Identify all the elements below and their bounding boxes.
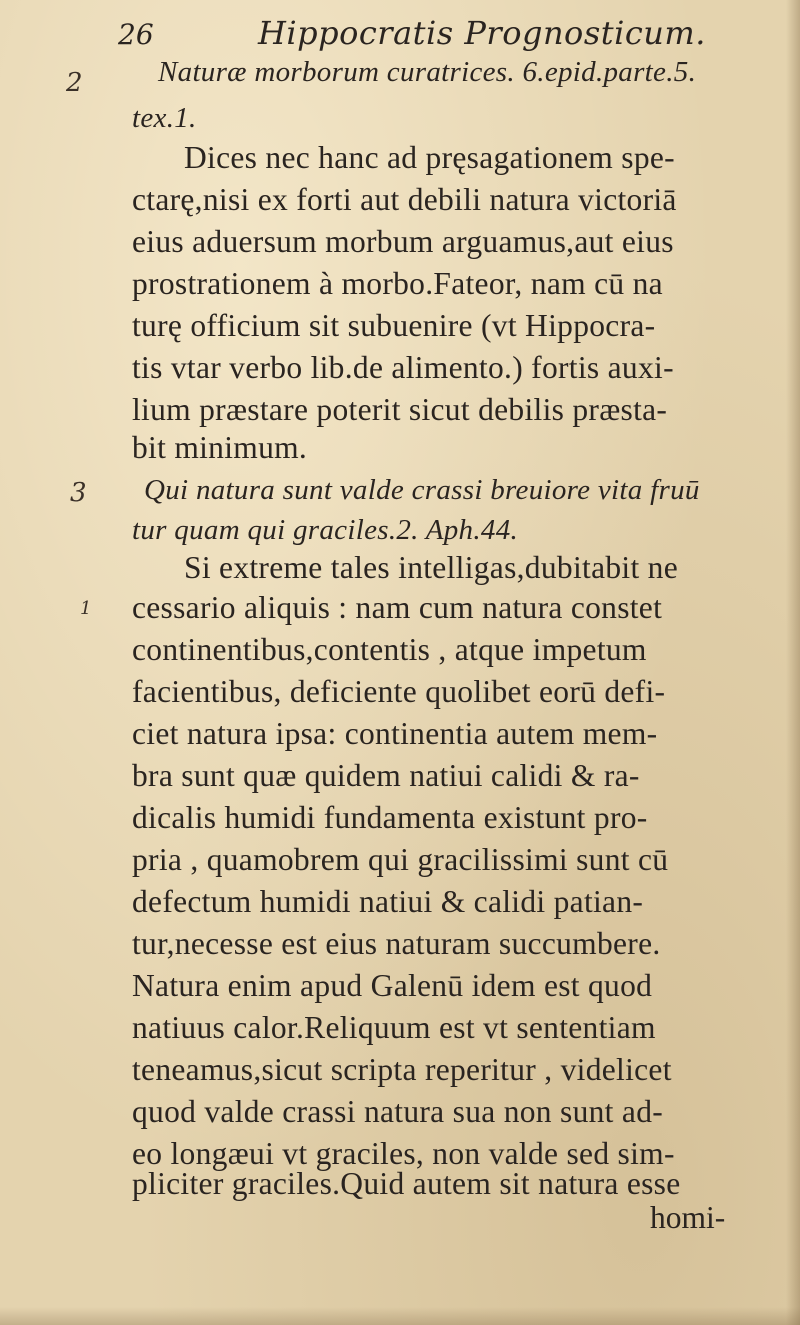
text-line: prostrationem à morbo.Fateor, nam cū na: [132, 266, 663, 301]
text-line: quod valde crassi natura sua non sunt ad-: [132, 1094, 664, 1129]
text-line: eo longæui vt graciles, non valde sed sim-: [132, 1136, 675, 1171]
catchword: homi-: [650, 1200, 726, 1235]
text-line: facientibus, deficiente quolibet eorū defi-: [132, 674, 666, 709]
page-bottom-shadow: [0, 1307, 800, 1325]
text-line: tis vtar verbo lib.de alimento.) fortis auxi-: [132, 350, 674, 385]
text-line: Naturæ morborum curatrices. 6.epid.parte.5.: [158, 56, 697, 88]
text-line: tur,necesse est eius naturam succumbere.: [132, 926, 661, 961]
page-edge-shadow: [786, 0, 800, 1325]
text-line: teneamus,sicut scripta reperitur , videlicet: [132, 1052, 672, 1087]
text-line: pliciter graciles.Quid autem sit natura esse: [132, 1166, 681, 1201]
text-line: Natura enim apud Galenū idem est quod: [132, 968, 653, 1003]
text-line: defectum humidi natiui & calidi patian-: [132, 884, 644, 919]
text-line: pria , quamobrem qui gracilissimi sunt cū: [132, 842, 669, 877]
running-head: Hippocratis Prognosticum.: [258, 14, 706, 52]
text-line: ciet natura ipsa: continentia autem mem-: [132, 716, 658, 751]
text-line: Dices nec hanc ad pręsagationem spe-: [184, 140, 675, 175]
text-line: turę officium sit subuenire (vt Hippocra-: [132, 308, 656, 343]
margin-note: 2: [66, 68, 83, 98]
text-line: dicalis humidi fundamenta existunt pro-: [132, 800, 648, 835]
text-line: eius aduersum morbum arguamus,aut eius: [132, 224, 674, 259]
text-line: tex.1.: [132, 102, 197, 134]
text-line: lium præstare poterit sicut debilis præsta-: [132, 392, 668, 427]
page-number: 26: [118, 18, 154, 51]
text-line: ctarę,nisi ex forti aut debili natura victoriā: [132, 182, 677, 217]
page-header: [0, 14, 800, 54]
text-line: Si extreme tales intelligas,dubitabit ne: [184, 550, 679, 585]
text-line: bit minimum.: [132, 430, 308, 465]
text-line: tur quam qui graciles.2. Aph.44.: [132, 514, 519, 546]
margin-note: 1: [80, 598, 92, 619]
text-line: continentibus,contentis , atque impetum: [132, 632, 647, 667]
text-line: cessario aliquis : nam cum natura constet: [132, 590, 663, 625]
margin-note: 3: [70, 478, 87, 508]
text-line: bra sunt quæ quidem natiui calidi & ra-: [132, 758, 640, 793]
text-line: natiuus calor.Reliquum est vt sententiam: [132, 1010, 656, 1045]
text-line: Qui natura sunt valde crassi breuiore vita fruū: [144, 474, 700, 506]
